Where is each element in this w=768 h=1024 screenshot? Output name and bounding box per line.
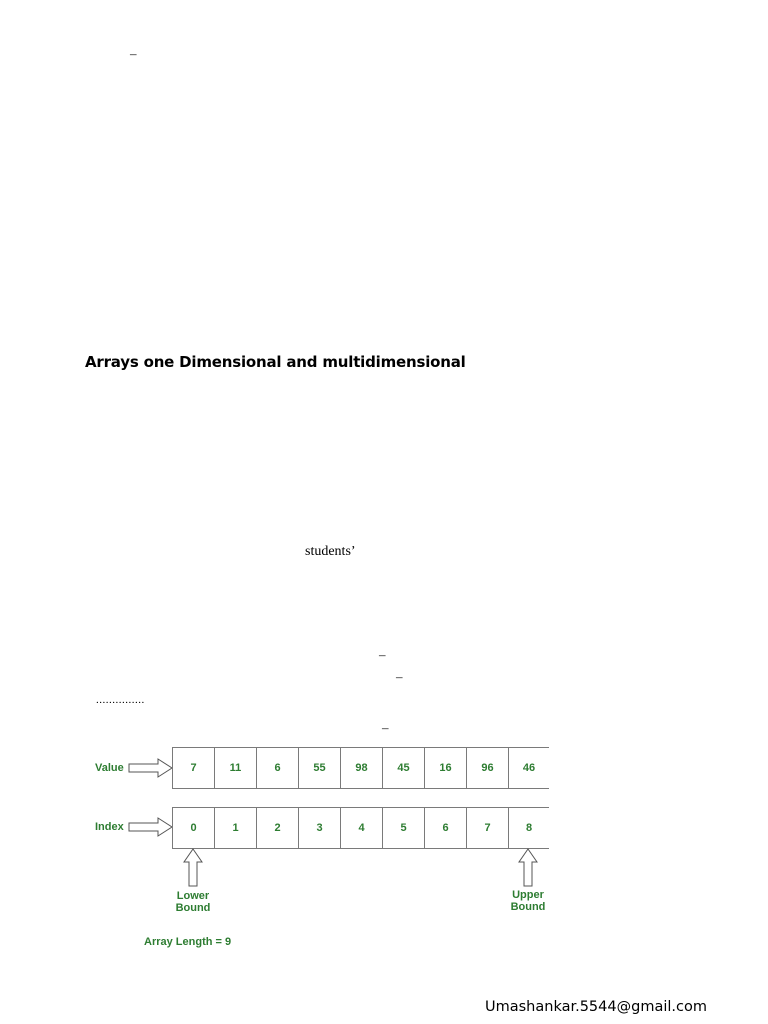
top-dash: –: [130, 46, 137, 61]
value-cell: 98: [341, 748, 383, 788]
index-row: [172, 807, 549, 849]
value-cell: 6: [257, 748, 299, 788]
index-cell: 7: [467, 808, 509, 848]
index-cell: 3: [299, 808, 341, 848]
lower-bound-line1: Lower: [176, 890, 210, 902]
dash-2: –: [396, 669, 403, 684]
value-cell: 45: [383, 748, 425, 788]
index-cell: 8: [525, 822, 533, 834]
value-arrow-icon: [128, 758, 174, 778]
index-cell: 5: [383, 808, 425, 848]
value-cell: 46: [522, 762, 536, 774]
index-cell: 2: [257, 808, 299, 848]
index-label: Index: [95, 821, 124, 833]
value-cell: 16: [425, 748, 467, 788]
section-heading: Arrays one Dimensional and multidimensional: [85, 353, 466, 371]
index-cell: 4: [341, 808, 383, 848]
value-row: [172, 747, 549, 789]
value-cell: 11: [215, 748, 257, 788]
upper-bound-label: [505, 889, 551, 913]
lower-bound-label: [170, 890, 216, 914]
index-cell: 1: [215, 808, 257, 848]
index-arrow-icon: [128, 817, 174, 837]
lower-bound-line2: Bound: [175, 902, 211, 914]
lower-bound-arrow-icon: [182, 848, 204, 888]
upper-bound-line1: Upper: [512, 889, 544, 901]
index-cell: 0: [173, 808, 215, 848]
value-cell: 55: [299, 748, 341, 788]
value-label: Value: [95, 762, 124, 774]
value-cell: 7: [173, 748, 215, 788]
array-length-label: Array Length = 9: [144, 936, 232, 948]
footer-email: Umashankar.5544@gmail.com: [485, 999, 707, 1015]
value-cell: 96: [467, 748, 509, 788]
index-cell: 6: [425, 808, 467, 848]
dash-3: –: [382, 720, 389, 735]
dotted-leader: ...............: [96, 694, 145, 706]
dash-1: –: [379, 647, 386, 662]
upper-bound-line2: Bound: [510, 901, 546, 913]
upper-bound-arrow-icon: [517, 848, 539, 888]
students-text: students’: [305, 544, 356, 559]
